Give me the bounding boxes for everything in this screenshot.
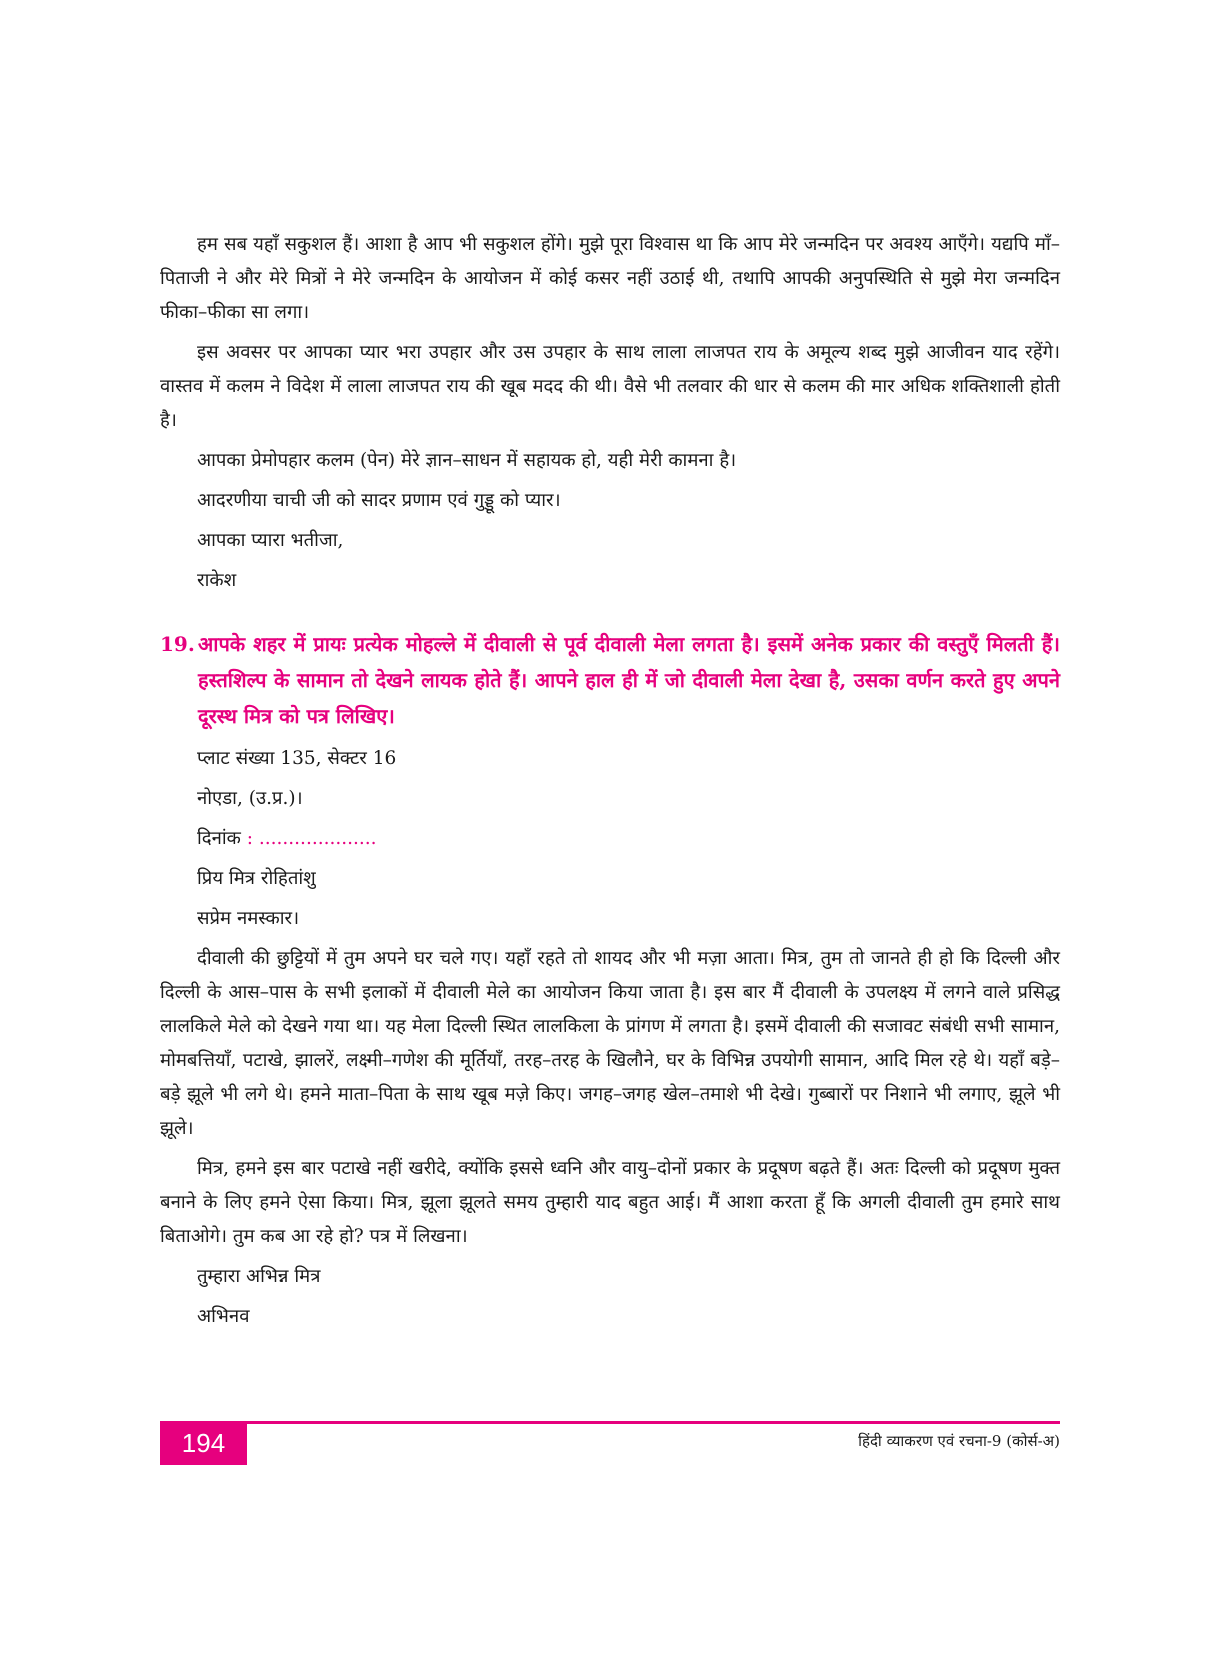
letter1-wish-line: आपका प्रेमोपहार कलम (पेन) मेरे ज्ञान–साधन में सहायक हो, यही मेरी कामना है।	[197, 450, 737, 471]
letter2-date	[160, 822, 1060, 856]
letter1-paragraph-2: इस अवसर पर आपका प्यार भरा उपहार और उस उपहार के साथ लाला लाजपत राय के अमूल्य शब्द मुझे आजीवन याद रहेंगे। वास्तव में कलम ने विदेश में लाला लाजपत राय की खूब मदद की थी। वैसे भी तलवार की धार से कलम की मार अधिक शक्तिशाली होती है।	[160, 342, 1060, 431]
letter1-regards-line: आदरणीया चाची जी को सादर प्रणाम एवं गुड्डू को प्यार।	[197, 490, 561, 511]
date-value: : ....................	[246, 828, 377, 849]
letter2-address-line-2: नोएडा, (उ.प्र.)।	[197, 788, 303, 809]
page-footer	[160, 1421, 1060, 1465]
question-text: आपके शहर में प्रायः प्रत्येक मोहल्ले में दीवाली से पूर्व दीवाली मेला लगता है। इसमें अनेक प्रकार की वस्तुएँ मिलती हैं। हस्तशिल्प के सामान तो देखने लायक होते हैं। आपने हाल ही में जो दीवाली मेला देखा है, उसका वर्णन करते हुए अपने दूरस्थ मित्र को पत्र लिखिए।	[198, 632, 1060, 728]
letter2-address-line-1: प्लाट संख्या 135, सेक्टर 16	[197, 748, 397, 769]
footer-rule	[160, 1421, 1060, 1424]
question-number: 19.	[160, 632, 195, 656]
letter2-paragraph-1: दीवाली की छुट्टियों में तुम अपने घर चले गए। यहाँ रहते तो शायद और भी मज़ा आता। मित्र, तुम तो जानते ही हो कि दिल्ली और दिल्ली के आस–पास के सभी इलाकों में दीवाली मेले का आयोजन किया जाता है। इस बार मैं दीवाली के उपलक्ष्य में लगने वाले प्रसिद्ध लालकिले मेले को देखने गया था। यह मेला दिल्ली स्थित लालकिला के प्रांगण में लगता है। इसमें दीवाली की सजावट संबंधी सभी सामान, मोमबत्तियाँ, पटाखे, झालरें, लक्ष्मी–गणेश की मूर्तियाँ, तरह–तरह के खिलौने, घर के विभिन्न उपयोगी सामान, आदि मिल रहे थे। यहाँ बड़े–बड़े झूले भी लगे थे। हमने माता–पिता के साथ खूब मज़े किए। जगह–जगह खेल–तमाशे भी देखे। गुब्बारों पर निशाने भी लगाए, झूले भी झूले।	[160, 948, 1060, 1139]
page-number: 194	[160, 1421, 247, 1465]
letter1-signature: राकेश	[197, 570, 237, 591]
letter2-greeting: सप्रेम नमस्कार।	[197, 908, 300, 929]
book-title: हिंदी व्याकरण एवं रचना-9 (कोर्स-अ)	[858, 1432, 1060, 1450]
letter2-salutation: प्रिय मित्र रोहितांशु	[197, 868, 316, 889]
question-19	[160, 626, 1060, 734]
letter1-paragraph-1: हम सब यहाँ सकुशल हैं। आशा है आप भी सकुशल होंगे। मुझे पूरा विश्वास था कि आप मेरे जन्मदिन पर अवश्य आएँगे। यद्यपि माँ–पिताजी ने और मेरे मित्रों ने मेरे जन्मदिन के आयोजन में कोई कसर नहीं उठाई थी, तथापि आपकी अनुपस्थिति से मुझे मेरा जन्मदिन फीका–फीका सा लगा।	[160, 234, 1060, 323]
page-content	[160, 228, 1060, 1340]
letter2-paragraph-2: मित्र, हमने इस बार पटाखे नहीं खरीदे, क्योंकि इससे ध्वनि और वायु–दोनों प्रकार के प्रदूषण बढ़ते हैं। अतः दिल्ली को प्रदूषण मुक्त बनाने के लिए हमने ऐसा किया। मित्र, झूला झूलते समय तुम्हारी याद बहुत आई। मैं आशा करता हूँ कि अगली दीवाली तुम हमारे साथ बिताओगे। तुम कब आ रहे हो? पत्र में लिखना।	[160, 1158, 1060, 1247]
letter2-closing: तुम्हारा अभिन्न मित्र	[197, 1266, 321, 1287]
letter2-signature: अभिनव	[197, 1306, 250, 1327]
letter1-closing: आपका प्यारा भतीजा,	[197, 530, 344, 551]
date-label: दिनांक	[197, 828, 241, 849]
